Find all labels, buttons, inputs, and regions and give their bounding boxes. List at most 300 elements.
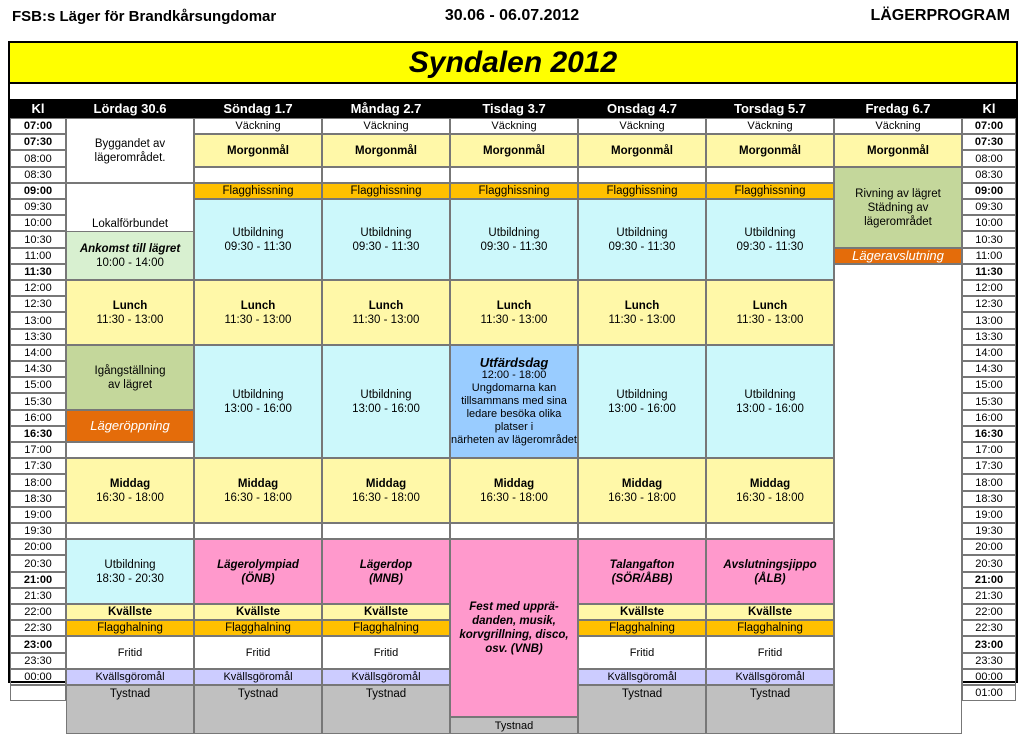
column-header — [194, 99, 322, 118]
time-slot-left — [10, 410, 66, 426]
time-slot-right — [962, 280, 1016, 296]
time-label: 20:00 — [975, 541, 1003, 553]
event-block — [194, 134, 322, 167]
time-slot-left — [10, 636, 66, 653]
event-block — [834, 118, 962, 134]
empty-slot — [194, 167, 322, 183]
event-text: Kvällste — [363, 606, 409, 618]
event-text: 11:30 - 13:00 — [352, 313, 420, 326]
event-text: Middag — [749, 477, 791, 490]
event-text: lägerområdet. — [94, 151, 166, 164]
time-slot-left — [10, 555, 66, 572]
time-label: 00:00 — [24, 671, 52, 683]
event-block — [66, 636, 194, 669]
column-header-label: Måndag 2.7 — [350, 100, 422, 116]
time-label: 11:30 — [975, 266, 1003, 278]
empty-slot — [66, 523, 194, 539]
event-text: 12:00 - 18:00 — [481, 369, 547, 381]
event-text: Lokalförbundet — [91, 217, 169, 230]
event-block — [706, 280, 834, 345]
time-label: 09:00 — [23, 185, 53, 197]
event-text: 16:30 - 18:00 — [608, 491, 676, 504]
event-text: Flagghalning — [609, 622, 675, 634]
event-block — [194, 669, 322, 685]
event-text: Utbildning — [232, 226, 284, 239]
time-label: 13:30 — [975, 331, 1003, 343]
event-text: Väckning — [235, 120, 281, 132]
event-text: Utbildning — [232, 388, 284, 401]
time-label: 23:30 — [975, 655, 1003, 667]
event-text: 09:30 - 11:30 — [480, 240, 548, 253]
event-block — [450, 183, 578, 199]
time-label: 22:30 — [975, 622, 1003, 634]
event-text: Städning av — [867, 201, 929, 214]
event-block — [706, 636, 834, 669]
header-doc-type: LÄGERPROGRAM — [870, 7, 1010, 24]
event-text: (MNB) — [369, 572, 403, 585]
event-text: Kvällste — [747, 606, 793, 618]
time-label: 09:00 — [974, 185, 1004, 197]
event-text: Utbildning — [104, 558, 156, 571]
event-block — [322, 134, 450, 167]
event-block — [194, 183, 322, 199]
event-block — [66, 604, 194, 620]
event-text: Utbildning — [616, 226, 668, 239]
event-block — [706, 539, 834, 604]
event-block — [578, 539, 706, 604]
time-slot-right — [962, 312, 1016, 329]
event-text: danden, musik, — [472, 615, 556, 627]
column-header-label: Söndag 1.7 — [223, 100, 293, 116]
column-header — [450, 99, 578, 118]
empty-slot — [66, 442, 194, 458]
time-slot-right — [962, 620, 1016, 636]
time-slot-left — [10, 296, 66, 312]
event-text: Flagghissning — [350, 185, 422, 197]
event-block — [450, 539, 578, 717]
event-text: 11:30 - 13:00 — [96, 313, 164, 326]
time-slot-right — [962, 150, 1016, 167]
event-text: 11:30 - 13:00 — [480, 313, 548, 326]
time-label: 22:30 — [24, 622, 52, 634]
time-slot-right — [962, 167, 1016, 183]
event-text: 13:00 - 16:00 — [736, 402, 804, 415]
event-block — [194, 199, 322, 280]
event-text: Lunch — [112, 299, 148, 312]
time-label: 07:30 — [974, 136, 1004, 148]
time-label: 11:00 — [24, 250, 52, 262]
event-text: 16:30 - 18:00 — [352, 491, 420, 504]
time-slot-right — [962, 474, 1016, 491]
time-label: 15:30 — [24, 395, 52, 408]
time-label: 17:30 — [975, 460, 1003, 472]
event-text: Fest med upprä- — [469, 601, 559, 613]
time-slot-right — [962, 491, 1016, 507]
column-header — [706, 99, 834, 118]
event-text: 13:00 - 16:00 — [608, 402, 676, 415]
time-slot-left — [10, 377, 66, 393]
time-label: 22:00 — [24, 606, 52, 618]
time-slot-left — [10, 280, 66, 296]
time-label: 12:30 — [975, 298, 1003, 310]
time-slot-right — [962, 636, 1016, 653]
column-header-label: Onsdag 4.7 — [606, 100, 678, 116]
header-organizer: FSB:s Läger för Brandkårsungdomar — [12, 8, 277, 25]
event-text: Lunch — [496, 299, 532, 312]
time-label: 17:30 — [24, 460, 52, 472]
event-text: Flagghalning — [353, 622, 419, 634]
empty-slot — [450, 523, 578, 539]
event-block — [66, 685, 194, 734]
time-slot-left — [10, 248, 66, 264]
event-text: Flagghalning — [225, 622, 291, 634]
event-block — [194, 345, 322, 458]
event-block — [450, 118, 578, 134]
time-label: 18:00 — [975, 476, 1003, 489]
time-slot-left — [10, 458, 66, 474]
time-label: 19:00 — [24, 509, 52, 521]
time-label: 16:30 — [974, 428, 1004, 440]
event-text: 09:30 - 11:30 — [352, 240, 420, 253]
column-header-label: Tisdag 3.7 — [482, 100, 546, 116]
time-label: 07:00 — [23, 120, 53, 132]
event-text: Ankomst till lägret — [79, 242, 181, 255]
time-slot-left — [10, 215, 66, 231]
time-slot-right — [962, 264, 1016, 280]
event-text: Flagghissning — [222, 185, 294, 197]
event-text: (ÖNB) — [241, 572, 275, 585]
time-label: 23:30 — [24, 655, 52, 667]
time-slot-right — [962, 393, 1016, 410]
event-text: Utbildning — [616, 388, 668, 401]
event-text: tillsammans med sina — [461, 395, 567, 407]
time-label: 21:00 — [974, 574, 1004, 586]
time-slot-left — [10, 345, 66, 361]
event-block — [322, 604, 450, 620]
event-block — [578, 118, 706, 134]
time-label: 10:00 — [24, 217, 52, 229]
time-label: 14:30 — [24, 363, 52, 375]
column-header-label: Torsdag 5.7 — [733, 100, 806, 116]
time-slot-right — [962, 215, 1016, 231]
column-header — [66, 99, 194, 118]
event-text: 16:30 - 18:00 — [736, 491, 804, 504]
time-label: 09:30 — [24, 201, 52, 213]
event-block — [194, 685, 322, 734]
event-text: Morgonmål — [483, 144, 545, 157]
time-slot-left — [10, 620, 66, 636]
time-label: 10:30 — [24, 233, 52, 246]
event-text: Middag — [365, 477, 407, 490]
event-text: Tystnad — [621, 688, 663, 700]
event-text: 10:00 - 14:00 — [96, 256, 164, 269]
time-slot-right — [962, 539, 1016, 555]
time-label: 11:00 — [975, 250, 1003, 262]
event-text: Lunch — [368, 299, 404, 312]
column-header-label: Lördag 30.6 — [93, 100, 167, 116]
time-slot-right — [962, 507, 1016, 523]
event-text: 09:30 - 11:30 — [224, 240, 292, 253]
event-block — [66, 458, 194, 523]
time-label: 18:30 — [975, 493, 1003, 505]
time-slot-right — [962, 426, 1016, 442]
event-block — [578, 636, 706, 669]
event-block — [450, 717, 578, 734]
event-block — [834, 134, 962, 167]
event-block — [322, 458, 450, 523]
event-block — [834, 248, 962, 264]
time-slot-right — [962, 523, 1016, 539]
event-text: Morgonmål — [739, 144, 801, 157]
time-slot-left — [10, 539, 66, 555]
event-block — [322, 636, 450, 669]
time-label: 18:00 — [24, 476, 52, 489]
time-label: 13:00 — [975, 314, 1003, 327]
time-label: 15:00 — [975, 379, 1003, 391]
time-slot-right — [962, 377, 1016, 393]
time-label: 12:30 — [24, 298, 52, 310]
event-text: 09:30 - 11:30 — [608, 240, 676, 253]
event-text: Flagghalning — [97, 622, 163, 634]
event-text: lägerområdet — [864, 215, 932, 228]
time-slot-left — [10, 264, 66, 280]
event-text: Middag — [621, 477, 663, 490]
event-text: Igångställning — [94, 364, 166, 377]
event-block — [450, 280, 578, 345]
time-slot-left — [10, 491, 66, 507]
event-text: Utbildning — [360, 388, 412, 401]
time-slot-left — [10, 442, 66, 458]
time-label: 08:00 — [975, 152, 1003, 165]
event-text: Kvällste — [107, 606, 153, 618]
event-text: Morgonmål — [867, 144, 929, 157]
event-block — [194, 539, 322, 604]
time-slot-left — [10, 199, 66, 215]
time-label: 15:30 — [975, 395, 1003, 408]
event-text: Väckning — [747, 120, 793, 132]
event-text: Kvällsgöromål — [95, 671, 165, 683]
time-slot-left — [10, 329, 66, 345]
column-header-label: Kl — [982, 100, 996, 116]
time-slot-right — [962, 361, 1016, 377]
event-text: Flagghissning — [478, 185, 550, 197]
time-slot-left — [10, 118, 66, 134]
time-label: 21:00 — [23, 574, 53, 586]
time-slot-left — [10, 393, 66, 410]
event-text: Morgonmål — [355, 144, 417, 157]
event-block — [194, 280, 322, 345]
event-block — [194, 118, 322, 134]
time-label: 19:00 — [975, 509, 1003, 521]
time-label: 07:00 — [974, 120, 1004, 132]
empty-slot — [706, 523, 834, 539]
time-slot-right — [962, 604, 1016, 620]
event-text: Lunch — [240, 299, 276, 312]
time-label: 19:30 — [975, 525, 1003, 537]
time-label: 10:00 — [975, 217, 1003, 229]
event-text: 16:30 - 18:00 — [480, 491, 548, 504]
column-header-label: Fredag 6.7 — [865, 100, 931, 116]
event-text: (SÖR/ÅBB) — [611, 572, 673, 585]
event-block — [194, 636, 322, 669]
time-label: 08:30 — [975, 169, 1003, 181]
event-block — [578, 345, 706, 458]
time-label: 14:30 — [975, 363, 1003, 375]
event-block — [706, 345, 834, 458]
time-label: 09:30 — [975, 201, 1003, 213]
event-text: 13:00 - 16:00 — [224, 402, 292, 415]
event-text: Tystnad — [749, 688, 791, 700]
event-block — [578, 458, 706, 523]
event-text: (ÅLB) — [754, 572, 786, 585]
time-slot-right — [962, 134, 1016, 150]
time-slot-left — [10, 604, 66, 620]
time-slot-right — [962, 458, 1016, 474]
event-text: Fritid — [117, 646, 143, 659]
time-label: 12:00 — [24, 282, 52, 294]
event-block — [322, 199, 450, 280]
event-block — [578, 280, 706, 345]
time-label: 08:30 — [24, 169, 52, 181]
event-block — [706, 199, 834, 280]
time-label: 18:30 — [24, 493, 52, 505]
page-title: Syndalen 2012 — [10, 43, 1016, 84]
time-slot-left — [10, 167, 66, 183]
time-slot-left — [10, 588, 66, 604]
time-label: 10:30 — [975, 233, 1003, 246]
time-label: 13:00 — [24, 314, 52, 327]
time-label: 07:30 — [23, 136, 53, 148]
event-text: Morgonmål — [227, 144, 289, 157]
event-text: Middag — [237, 477, 279, 490]
event-text: Utbildning — [744, 226, 796, 239]
event-block — [578, 183, 706, 199]
time-slot-right — [962, 329, 1016, 345]
event-text: Utbildning — [488, 226, 540, 239]
time-slot-left — [10, 653, 66, 669]
event-block — [322, 183, 450, 199]
event-block — [450, 134, 578, 167]
column-header — [322, 99, 450, 118]
event-block — [450, 458, 578, 523]
event-block — [322, 620, 450, 636]
time-slot-right — [962, 199, 1016, 215]
event-text: Flagghalning — [737, 622, 803, 634]
event-text: Kvällste — [235, 606, 281, 618]
event-text: Ungdomarna kan — [471, 382, 557, 394]
event-block — [194, 620, 322, 636]
event-block — [706, 685, 834, 734]
time-slot-left — [10, 669, 66, 685]
event-block — [66, 280, 194, 345]
time-slot-left — [10, 134, 66, 150]
event-text: Middag — [109, 477, 151, 490]
event-block — [578, 685, 706, 734]
event-text: av lägret — [107, 378, 153, 391]
event-text: Lägeröppning — [90, 418, 170, 433]
event-block — [322, 345, 450, 458]
event-block — [194, 604, 322, 620]
event-text: 11:30 - 13:00 — [224, 313, 292, 326]
event-text: Middag — [493, 477, 535, 490]
event-text: Tystnad — [365, 688, 407, 700]
event-text: Fritid — [757, 646, 783, 659]
event-text: Utbildning — [360, 226, 412, 239]
event-block — [706, 458, 834, 523]
event-block — [66, 669, 194, 685]
event-text: Talangafton — [609, 558, 675, 571]
event-text: 11:30 - 13:00 — [608, 313, 676, 326]
time-label: 16:00 — [24, 412, 52, 424]
event-block — [706, 669, 834, 685]
time-slot-left — [10, 312, 66, 329]
time-slot-left — [10, 426, 66, 442]
empty-slot — [322, 167, 450, 183]
empty-slot — [834, 264, 962, 734]
event-block — [706, 183, 834, 199]
event-text: Väckning — [363, 120, 409, 132]
event-text: Flagghissning — [606, 185, 678, 197]
time-slot-right — [962, 410, 1016, 426]
time-slot-right — [962, 231, 1016, 248]
event-text: 16:30 - 18:00 — [224, 491, 292, 504]
event-text: Kvällsgöromål — [223, 671, 293, 683]
event-block — [66, 231, 194, 280]
time-slot-right — [962, 118, 1016, 134]
time-label: 20:30 — [24, 557, 52, 570]
event-text: ledare besöka olika platser i — [466, 408, 562, 433]
event-text: Utbildning — [744, 388, 796, 401]
event-text: Kvällsgöromål — [735, 671, 805, 683]
time-slot-left — [10, 685, 66, 701]
time-slot-right — [962, 669, 1016, 685]
time-label: 01:00 — [975, 687, 1003, 699]
time-label: 20:00 — [24, 541, 52, 553]
time-slot-left — [10, 507, 66, 523]
event-block — [706, 134, 834, 167]
event-text: Byggandet av — [94, 137, 166, 150]
time-label: 00:00 — [975, 671, 1003, 683]
event-block — [322, 669, 450, 685]
event-text: 13:00 - 16:00 — [352, 402, 420, 415]
event-text: korvgrillning, disco, — [459, 629, 569, 641]
event-text: Fritid — [245, 646, 271, 659]
time-label: 15:00 — [24, 379, 52, 391]
event-text: Tystnad — [109, 688, 151, 700]
event-block — [706, 620, 834, 636]
event-block — [66, 118, 194, 183]
event-block — [450, 345, 578, 458]
time-label: 08:00 — [24, 152, 52, 165]
event-block — [578, 604, 706, 620]
event-block — [194, 458, 322, 523]
event-text: Utfärdsdag — [479, 355, 549, 370]
time-label: 23:00 — [974, 638, 1004, 651]
time-label: 12:00 — [975, 282, 1003, 294]
header-dates: 30.06 - 06.07.2012 — [444, 7, 580, 24]
column-header — [578, 99, 706, 118]
event-text: närheten av lägerområdet — [451, 434, 577, 446]
empty-slot — [450, 167, 578, 183]
event-block — [322, 118, 450, 134]
event-block — [322, 280, 450, 345]
time-label: 14:00 — [24, 347, 52, 359]
time-slot-left — [10, 474, 66, 491]
event-block — [66, 620, 194, 636]
time-slot-right — [962, 442, 1016, 458]
time-label: 11:30 — [24, 266, 52, 278]
event-text: Tystnad — [494, 719, 534, 732]
